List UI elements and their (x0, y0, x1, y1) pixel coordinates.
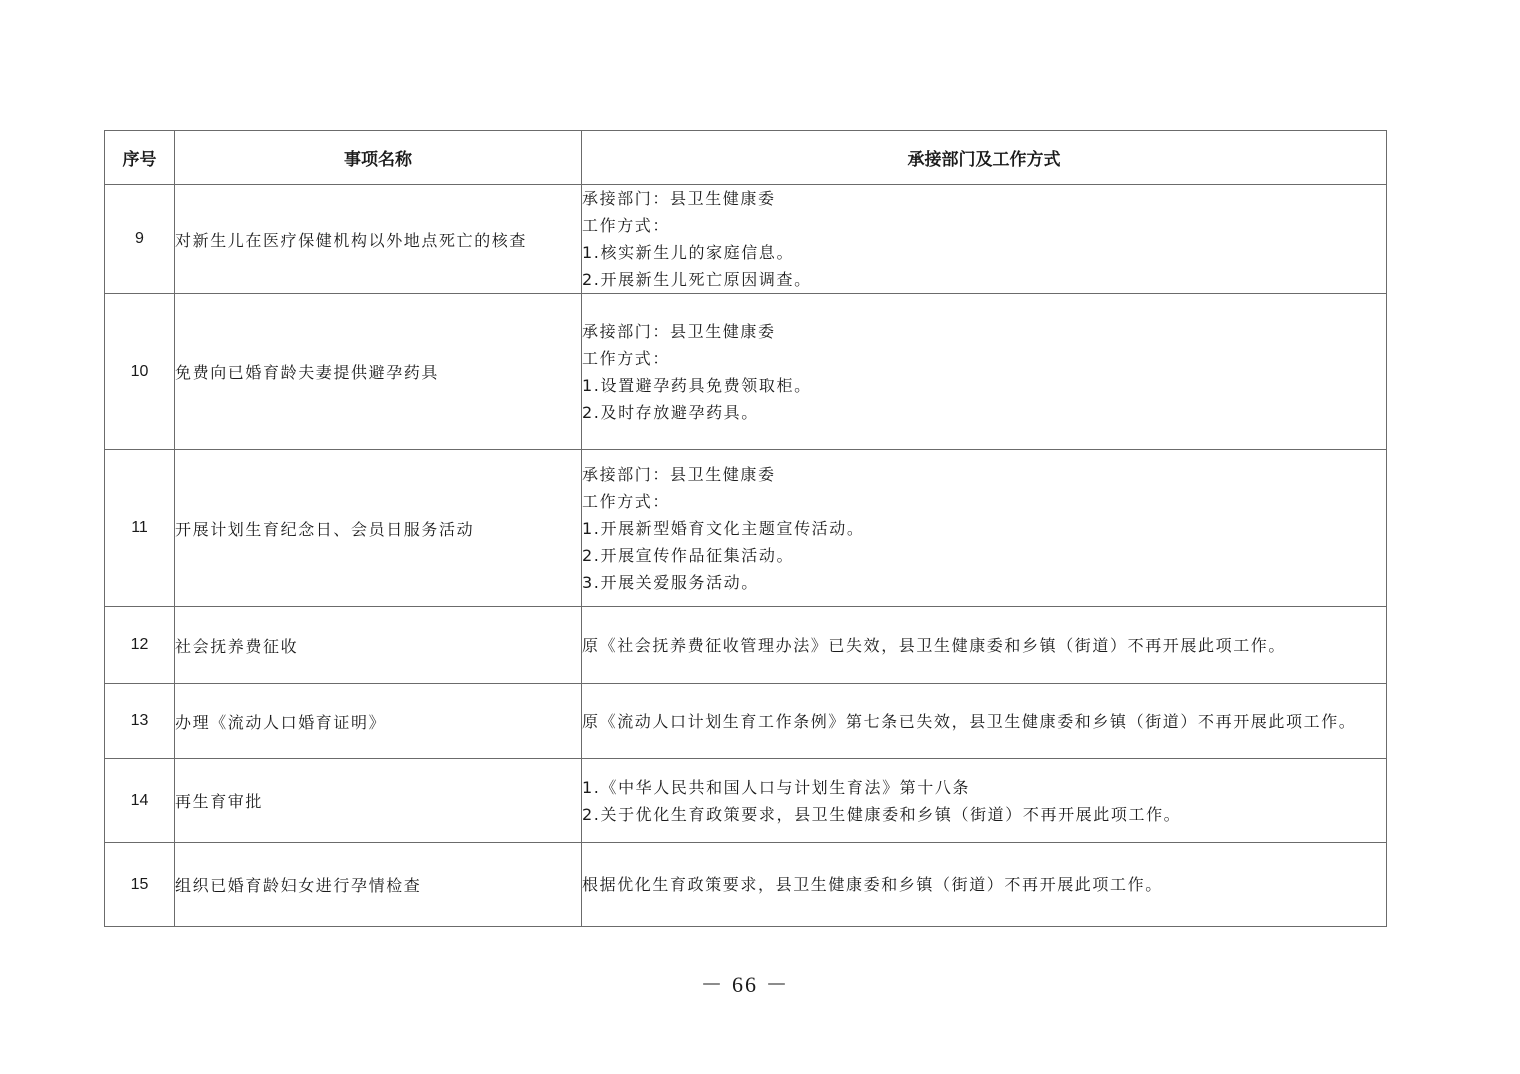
detail-line: 工作方式： (582, 491, 671, 511)
row-number: 13 (105, 684, 175, 759)
row-detail (582, 450, 1387, 607)
matters-table (104, 130, 1387, 927)
row-detail (582, 843, 1387, 927)
table-row (105, 684, 1387, 759)
detail-line: 承接部门：县卫生健康委 (582, 189, 776, 208)
detail-line: 根据优化生育政策要求，县卫生健康委和乡镇（街道）不再开展此项工作。 (582, 875, 1163, 894)
row-item-name: 对新生儿在医疗保健机构以外地点死亡的核查 (175, 185, 582, 294)
row-item-name: 开展计划生育纪念日、会员日服务活动 (175, 450, 582, 607)
detail-line: 1.设置避孕药具免费领取柜。 (582, 375, 812, 395)
row-item-name: 社会抚养费征收 (175, 607, 582, 684)
detail-line: 2.关于优化生育政策要求，县卫生健康委和乡镇（街道）不再开展此项工作。 (582, 804, 1182, 824)
detail-line: 1.《中华人民共和国人口与计划生育法》第十八条 (582, 777, 971, 797)
detail-line: 2.及时存放避孕药具。 (582, 402, 759, 422)
detail-line: 原《流动人口计划生育工作条例》第七条已失效，县卫生健康委和乡镇（街道）不再开展此项工作。 (582, 711, 1357, 731)
row-number: 14 (105, 759, 175, 843)
header-item-name: 事项名称 (175, 131, 582, 185)
page-number: － 66 － (700, 972, 790, 997)
row-item-name: 免费向已婚育龄夫妻提供避孕药具 (175, 294, 582, 450)
table-row (105, 759, 1387, 843)
row-item-name: 再生育审批 (175, 759, 582, 843)
header-department-method: 承接部门及工作方式 (582, 131, 1387, 185)
table-row (105, 607, 1387, 684)
detail-line: 承接部门：县卫生健康委 (582, 464, 776, 484)
row-detail (582, 759, 1387, 843)
row-detail (582, 684, 1387, 759)
detail-line: 工作方式： (582, 348, 671, 368)
detail-line: 1.核实新生儿的家庭信息。 (582, 243, 795, 262)
detail-line: 工作方式： (582, 216, 671, 235)
detail-line: 2.开展宣传作品征集活动。 (582, 545, 795, 565)
row-number: 11 (105, 450, 175, 607)
detail-line: 3.开展关爱服务活动。 (582, 572, 759, 592)
detail-line: 2.开展新生儿死亡原因调查。 (582, 270, 812, 289)
table-row (105, 843, 1387, 927)
detail-line: 1.开展新型婚育文化主题宣传活动。 (582, 518, 865, 538)
row-number: 15 (105, 843, 175, 927)
table-row (105, 450, 1387, 607)
row-number: 10 (105, 294, 175, 450)
detail-line: 承接部门：县卫生健康委 (582, 321, 776, 341)
table-header-row (105, 131, 1387, 185)
detail-line: 原《社会抚养费征收管理办法》已失效，县卫生健康委和乡镇（街道）不再开展此项工作。 (582, 635, 1287, 655)
row-detail (582, 607, 1387, 684)
row-item-name: 组织已婚育龄妇女进行孕情检查 (175, 843, 582, 927)
row-number: 9 (105, 185, 175, 294)
row-detail (582, 185, 1387, 294)
row-item-name: 办理《流动人口婚育证明》 (175, 684, 582, 759)
row-number: 12 (105, 607, 175, 684)
header-serial: 序号 (105, 131, 175, 185)
table-row (105, 294, 1387, 450)
table-row (105, 185, 1387, 294)
row-detail (582, 294, 1387, 450)
